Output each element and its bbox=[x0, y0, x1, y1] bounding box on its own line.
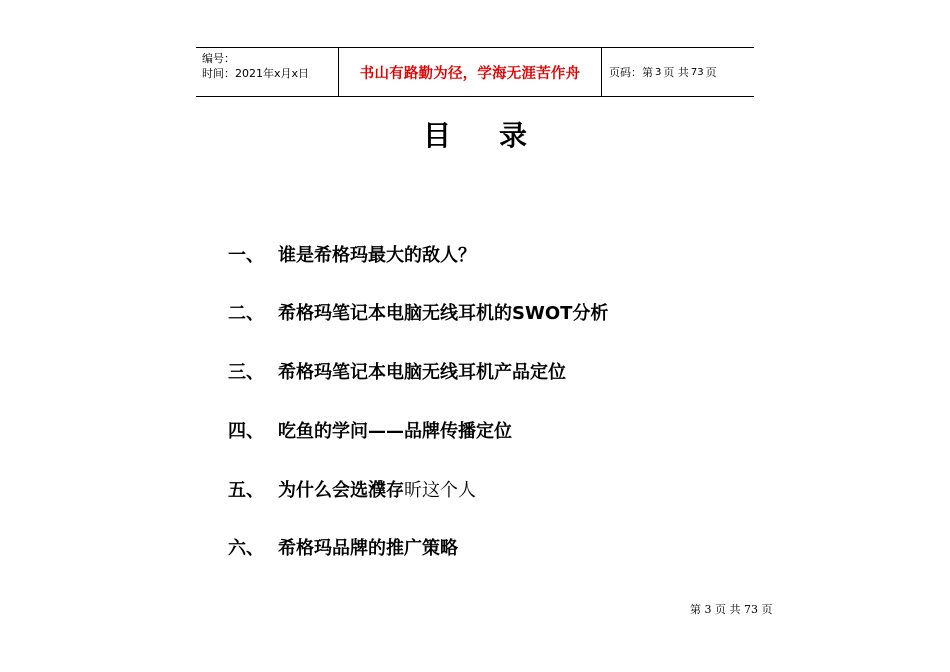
toc-item[interactable] bbox=[228, 301, 748, 327]
toc-number: 二、 bbox=[228, 303, 264, 324]
number-label: 编号： bbox=[202, 52, 235, 65]
page-header bbox=[196, 47, 754, 97]
page-suffix: 页 bbox=[705, 66, 717, 79]
toc-text: 吃鱼的学问——品牌传播定位 bbox=[278, 421, 512, 442]
page-mid: 页 共 bbox=[663, 66, 689, 79]
toc-text: 希格玛笔记本电脑无线耳机产品定位 bbox=[278, 362, 566, 383]
toc-number: 五、 bbox=[228, 480, 264, 501]
toc-text: 希格玛笔记本电脑无线耳机的SWOT分析 bbox=[278, 303, 609, 324]
toc-number: 四、 bbox=[228, 421, 264, 442]
page-title bbox=[0, 114, 950, 154]
toc-number: 一、 bbox=[228, 245, 264, 266]
toc-text: 希格玛品牌的推广策略 bbox=[278, 538, 458, 559]
toc-item[interactable] bbox=[228, 360, 748, 386]
header-motto: 书山有路勤为径，学海无涯苦作舟 bbox=[338, 48, 602, 96]
toc-number: 三、 bbox=[228, 362, 264, 383]
toc-item[interactable] bbox=[228, 419, 748, 445]
toc-item[interactable] bbox=[228, 478, 748, 504]
toc-text: 为什么会选濮存昕这个人 bbox=[278, 480, 476, 501]
toc-item[interactable] bbox=[228, 243, 748, 269]
header-info-cell bbox=[196, 48, 338, 96]
page-total: 73 bbox=[690, 66, 704, 78]
toc-text: 谁是希格玛最大的敌人？ bbox=[278, 245, 476, 266]
time-label: 时间：2021年x月x日 bbox=[202, 67, 310, 80]
page-footer: 第 3 页 共 73 页 bbox=[690, 603, 773, 616]
header-page-info bbox=[602, 48, 754, 96]
title-char-1: 目 bbox=[422, 119, 451, 152]
toc-item[interactable] bbox=[228, 536, 748, 562]
page-current: 3 bbox=[655, 66, 662, 78]
page-prefix: 页码：第 bbox=[609, 66, 653, 79]
toc-number: 六、 bbox=[228, 538, 264, 559]
title-char-2: 录 bbox=[499, 119, 528, 152]
